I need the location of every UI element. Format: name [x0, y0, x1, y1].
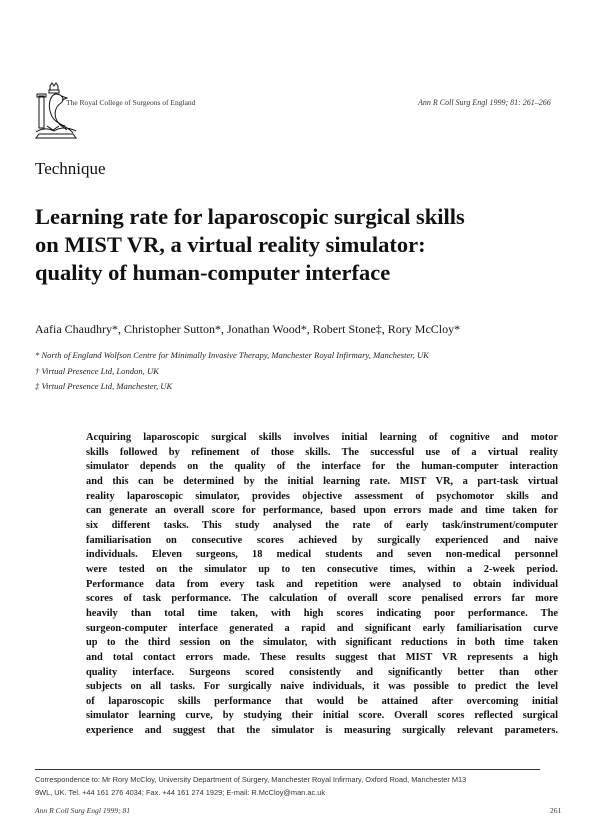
- footer-citation: Ann R Coll Surg Engl 1999; 81: [35, 806, 131, 815]
- college-crest-icon: [33, 82, 81, 144]
- abstract-line: and this can be determined by the initial learning rate. MIST VR, a part-task virtual: [86, 475, 558, 487]
- section-label: Technique: [35, 159, 106, 178]
- abstract-line: heavily than total time taken, with high scores indicating poor performance. The: [86, 607, 558, 619]
- abstract-line: scores of task performance. The calculation of overall score penalised errors far more: [86, 593, 558, 605]
- affiliation: * North of England Wolfson Centre for Minimally Invasive Therapy, Manchester Royal Infirmary, Manchester, UK: [35, 350, 429, 360]
- affiliation: ‡ Virtual Presence Ltd, Manchester, UK: [35, 381, 173, 391]
- abstract-line: up to the third session on the simulator, with significant reductions in both time taken: [86, 637, 558, 649]
- author-list: Aafia Chaudhry*, Christopher Sutton*, Jonathan Wood*, Robert Stone‡, Rory McCloy*: [35, 322, 461, 336]
- abstract-line: subjects on all tasks. For surgically naive individuals, it was possible to predict the level: [86, 681, 558, 693]
- abstract-line: were tested on the simulator up to ten consecutive times, within a 2-week period.: [86, 563, 558, 575]
- footnote-divider: [35, 769, 540, 770]
- title-line: on MIST VR, a virtual reality simulator:: [35, 232, 426, 257]
- abstract-line: Performance data from every task and repetition were analysed to obtain individual: [86, 578, 558, 590]
- correspondence-line: Correspondence to: Mr Rory McCloy, University Department of Surgery, Manchester Royal Infirmary, Oxford Road, Manchester M13: [35, 775, 467, 784]
- abstract-line: can generate an overall score for performance, based upon errors made and time taken for: [86, 505, 558, 517]
- affiliation: † Virtual Presence Ltd, London, UK: [35, 365, 159, 376]
- abstract-line: surgeon-computer interface generated a rapid and significant early familiarisation curve: [86, 622, 558, 634]
- correspondence: [35, 773, 565, 799]
- abstract-line: of laparoscopic skills performance that would be attained after overcoming initial: [86, 695, 558, 707]
- abstract-line: familiarisation on consecutive scores achieved by surgically experienced and naive: [86, 534, 558, 546]
- abstract-line: Acquiring laparoscopic surgical skills involves initial learning of cognitive and motor: [86, 432, 558, 443]
- abstract-line: simulator depends on the quality of the interface for the human-computer interaction: [86, 461, 558, 473]
- page-number: 261: [550, 806, 562, 815]
- abstract-line: and total contact errors made. These results suggest that MIST VR represents a high: [86, 651, 558, 663]
- abstract: [86, 431, 558, 739]
- abstract-line: quality interface. Surgeons scored consistently and significantly better than other: [86, 666, 558, 678]
- abstract-line: individuals. Eleven surgeons, 18 medical students and seven non-medical personnel: [86, 549, 558, 561]
- abstract-line: reality laparoscopic simulator, provides objective assessment of psychomotor skills and: [86, 490, 558, 502]
- abstract-line: six different tasks. This study analysed the rate of early task/instrument/computer: [86, 519, 558, 531]
- title-line: quality of human-computer interface: [35, 260, 391, 285]
- affiliations: [35, 348, 429, 395]
- college-name: The Royal College of Surgeons of England: [66, 98, 196, 107]
- journal-citation: Ann R Coll Surg Engl 1999; 81: 261–266: [418, 98, 551, 107]
- abstract-line: simulator learning curve, by studying their initial score. Overall scores reflected surgical: [86, 710, 558, 722]
- abstract-line: skills followed by refinement of those skills. The successful use of a virtual reality: [86, 446, 558, 458]
- correspondence-line: 9WL, UK. Tel. +44 161 276 4034; Fax. +44 161 274 1929; E-mail: R.McCloy@man.ac.uk: [35, 788, 326, 797]
- article-title: [35, 203, 465, 287]
- title-line: Learning rate for laparoscopic surgical skills: [35, 204, 465, 229]
- abstract-line: experience and suggest that the simulator is measuring surgically relevant parameters.: [86, 725, 558, 737]
